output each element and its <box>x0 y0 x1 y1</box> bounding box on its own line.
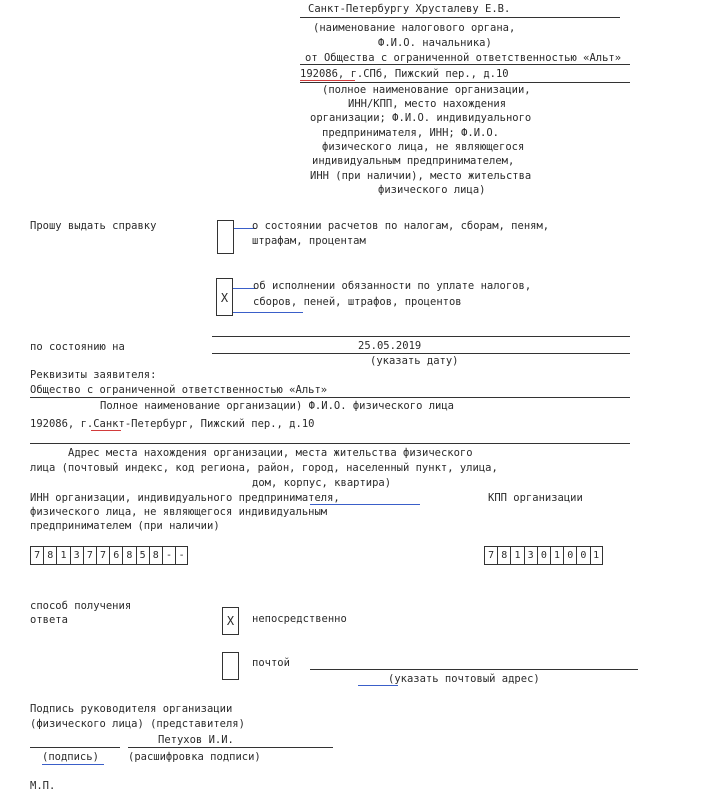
signature-label-2: (физического лица) (представителя) <box>30 718 245 730</box>
inn-digit: 6 <box>109 546 122 565</box>
option-fulfillment-line-2: сборов, пеней, штрафов, процентов <box>253 296 462 308</box>
inn-digit: 7 <box>83 546 96 565</box>
inn-digit: 7 <box>30 546 43 565</box>
kpp-digit: 0 <box>576 546 589 565</box>
kpp-label: КПП организации <box>488 492 583 504</box>
option-fulfillment-checkbox[interactable]: Х <box>216 278 233 316</box>
pointer-line-3 <box>233 312 303 313</box>
signature-line <box>30 747 120 748</box>
request-label: Прошу выдать справку <box>30 220 157 232</box>
inn-digit: 8 <box>122 546 135 565</box>
inn-label-2: физического лица, не являющегося индивидуальным <box>30 506 328 518</box>
stamp-label: М.П. <box>30 780 56 792</box>
header-line-4: от Общества с ограниченной ответственностью «Альт» <box>305 52 622 64</box>
decode-line <box>128 747 333 748</box>
as-of-hint: (указать дату) <box>370 355 459 367</box>
as-of-date: 25.05.2019 <box>358 340 422 352</box>
applicant-address: 192086, г.Санкт-Петербург, Пижский пер., д.10 <box>30 418 315 430</box>
spell-underline-2 <box>91 430 121 431</box>
delivery-mail-checkbox[interactable] <box>222 652 239 680</box>
header-line-12: ИНН (при наличии), место жительства <box>310 170 532 182</box>
inn-label-1: ИНН организации, индивидуального предпринимателя, <box>30 492 340 504</box>
header-line-1: Санкт-Петербургу Хрусталеву Е.В. <box>308 3 511 15</box>
delivery-mail-hint: (указать почтовый адрес) <box>388 673 540 685</box>
option-balance-checkbox[interactable] <box>217 220 234 254</box>
header-line-8: организации; Ф.И.О. индивидуального <box>310 112 532 124</box>
kpp-digit: 1 <box>590 546 603 565</box>
applicant-address-underline <box>30 443 630 444</box>
delivery-label-2: ответа <box>30 614 68 626</box>
kpp-digit: 1 <box>550 546 563 565</box>
kpp-digit: 0 <box>537 546 550 565</box>
pointer-line-2 <box>233 288 255 289</box>
inn-digit: 8 <box>43 546 56 565</box>
kpp-digit: 0 <box>563 546 576 565</box>
option-fulfillment-line-1: об исполнении обязанности по уплате налогов, <box>253 280 532 292</box>
inn-cells[interactable] <box>30 546 188 565</box>
applicant-name-hint: Полное наименование организации) Ф.И.О. физического лица <box>100 400 455 412</box>
header-line-3: Ф.И.О. начальника) <box>378 37 492 49</box>
kpp-digit: 3 <box>524 546 537 565</box>
header-line-13: физического лица) <box>378 184 486 196</box>
header-underline-5 <box>300 82 630 83</box>
delivery-label-1: способ получения <box>30 600 132 612</box>
kpp-digit: 1 <box>510 546 523 565</box>
kpp-cells[interactable] <box>484 546 603 565</box>
address-hint-3: дом, корпус, квартира) <box>252 477 392 489</box>
inn-digit: 5 <box>136 546 149 565</box>
spell-underline <box>300 80 355 81</box>
header-line-5: 192086, г.СПб, Пижский пер., д.10 <box>300 68 509 80</box>
header-line-7: ИНН/КПП, место нахождения <box>348 98 507 110</box>
header-underline-1 <box>300 17 620 18</box>
mail-blue-underline <box>358 685 398 686</box>
date-underline <box>212 353 630 354</box>
header-underline-4 <box>300 64 630 65</box>
inn-digit: 1 <box>56 546 69 565</box>
inn-digit: - <box>175 546 188 565</box>
signature-label-1: Подпись руководителя организации <box>30 703 233 715</box>
address-hint-2: лица (почтовый индекс, код региона, район, город, населенный пункт, улица, <box>30 462 498 474</box>
header-line-2: (наименование налогового органа, <box>313 22 516 34</box>
header-line-6: (полное наименование организации, <box>322 84 531 96</box>
applicant-name-underline <box>30 397 630 398</box>
sign-blue-underline <box>42 764 104 765</box>
applicant-title: Реквизиты заявителя: <box>30 369 157 381</box>
signature-hint: (подпись) <box>42 751 99 763</box>
date-top-rule <box>212 336 630 337</box>
header-line-11: индивидуальным предпринимателем, <box>312 155 515 167</box>
inn-blue-underline <box>310 504 420 505</box>
applicant-name: Общество с ограниченной ответственностью «Альт» <box>30 384 328 396</box>
delivery-mail-label: почтой <box>252 657 290 669</box>
option-balance-line-1: о состоянии расчетов по налогам, сборам, пеням, <box>252 220 550 232</box>
address-hint-1: Адрес места нахождения организации, места жительства физического <box>68 447 473 459</box>
mail-address-line <box>310 669 638 670</box>
header-line-9: предпринимателя, ИНН; Ф.И.О. <box>322 127 500 139</box>
as-of-label: по состоянию на <box>30 341 125 353</box>
inn-digit: 3 <box>70 546 83 565</box>
signer-name: Петухов И.И. <box>158 734 234 746</box>
inn-digit: - <box>162 546 175 565</box>
kpp-digit: 8 <box>497 546 510 565</box>
delivery-direct-checkbox[interactable]: Х <box>222 607 239 635</box>
decode-hint: (расшифровка подписи) <box>128 751 261 763</box>
inn-digit: 7 <box>96 546 109 565</box>
delivery-direct-label: непосредственно <box>252 613 347 625</box>
option-balance-line-2: штрафам, процентам <box>252 235 366 247</box>
inn-label-3: предпринимателем (при наличии) <box>30 520 220 532</box>
header-line-10: физического лица, не являющегося <box>322 141 525 153</box>
kpp-digit: 7 <box>484 546 497 565</box>
inn-digit: 8 <box>149 546 162 565</box>
